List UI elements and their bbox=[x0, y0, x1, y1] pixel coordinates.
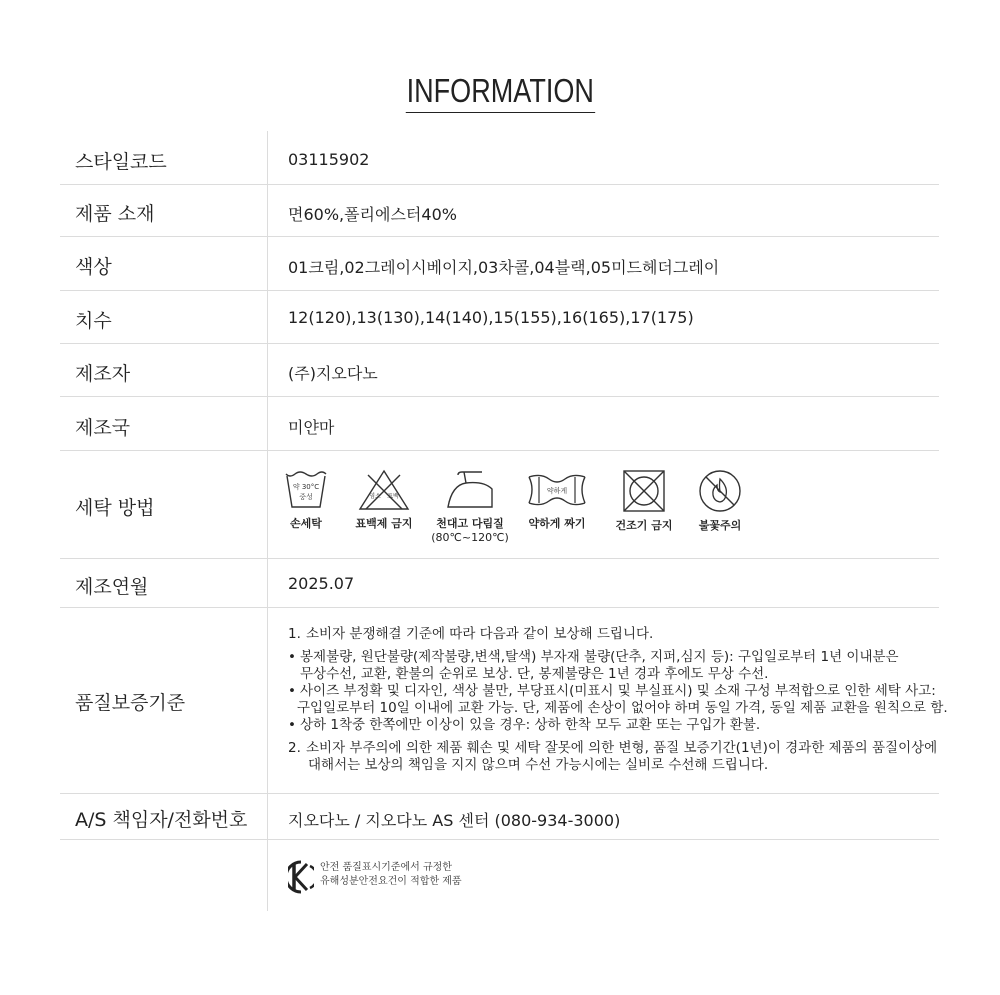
row-label: 제조연월 bbox=[75, 576, 149, 598]
kc-certification bbox=[288, 860, 462, 898]
kc-text bbox=[320, 861, 462, 889]
row-as bbox=[60, 794, 939, 840]
care-label: 불꽃주의 bbox=[698, 519, 742, 532]
bullet-line: 상하 1착중 한쪽에만 이상이 있을 경우: 상하 한착 모두 교환 또는 구입가 환불. bbox=[300, 717, 761, 733]
quality-item-1 bbox=[288, 626, 928, 643]
item-text: 소비자 분쟁해결 기준에 따라 다음과 같이 보상해 드립니다. bbox=[306, 626, 654, 642]
care-icons bbox=[272, 451, 932, 558]
bleach-bleach: 표백 bbox=[387, 493, 399, 500]
row-label: A/S 책임자/전화번호 bbox=[75, 809, 248, 831]
item-number: 2. bbox=[288, 740, 301, 756]
bleach-triangle-crossed-icon bbox=[358, 469, 410, 511]
care-label: 건조기 금지 bbox=[615, 519, 673, 532]
page-title: INFORMATION bbox=[405, 72, 594, 113]
care-item-hand-wash bbox=[278, 469, 334, 531]
row-kc bbox=[60, 840, 939, 910]
row-label: 제품 소재 bbox=[75, 203, 155, 225]
row-manufacturer bbox=[60, 344, 939, 397]
row-label: 제조국 bbox=[75, 417, 131, 439]
quality-bullet-3 bbox=[288, 717, 928, 734]
quality-item-2 bbox=[288, 740, 938, 774]
header bbox=[0, 72, 1000, 113]
bleach-chlorine: 염소 bbox=[369, 493, 381, 500]
row-label: 제조자 bbox=[75, 363, 131, 385]
bullet-line: 구입일로부터 10일 이내에 교환 가능. 단, 제품에 손상이 없어야 하며 동일 가격, 동일 제품 교환을 원칙으로 함. bbox=[297, 700, 948, 716]
row-label: 치수 bbox=[75, 310, 112, 332]
row-label: 색상 bbox=[75, 256, 112, 278]
care-item-fire bbox=[690, 469, 750, 533]
row-label: 스타일코드 bbox=[75, 151, 167, 173]
row-label: 품질보증기준 bbox=[75, 692, 186, 714]
row-value: 01크림,02그레이시베이지,03차콜,04블랙,05미드헤더그레이 bbox=[288, 258, 720, 277]
care-label: 천대고 다림질 bbox=[436, 517, 504, 530]
kc-line: 유해성분안전요건이 적합한 제품 bbox=[320, 876, 462, 887]
kc-mark-icon bbox=[288, 860, 314, 894]
row-country bbox=[60, 397, 939, 451]
bullet-line: 봉제불량, 원단불량(제작불량,변색,탈색) 부자재 불량(단추, 지퍼,심지 등): 구입일로부터 1년 이내분은 bbox=[300, 649, 899, 665]
care-label: 약하게 짜기 bbox=[528, 517, 586, 530]
row-value: 미얀마 bbox=[288, 418, 335, 437]
row-material bbox=[60, 185, 939, 237]
row-size bbox=[60, 291, 939, 344]
row-color bbox=[60, 237, 939, 291]
row-value: (주)지오다노 bbox=[288, 364, 378, 383]
tub-neutral: 중성 bbox=[299, 493, 313, 501]
item-text: 대해서는 보상의 책임을 지지 않으며 수선 가능시에는 실비로 수선해 드립니다. bbox=[308, 757, 769, 773]
tub-temp: 약 30°C bbox=[292, 483, 320, 491]
care-item-wring bbox=[522, 469, 592, 531]
row-quality bbox=[60, 608, 948, 794]
fire-caution-icon bbox=[698, 469, 742, 513]
care-item-no-bleach bbox=[346, 469, 422, 531]
item-number: 1. bbox=[288, 626, 301, 642]
bullet-line: 사이즈 부정확 및 디자인, 색상 불만, 부당표시(미표시 및 부실표시) 및 소재 구성 부적합으로 인한 세탁 사고: bbox=[300, 683, 936, 699]
row-style-code bbox=[60, 131, 939, 185]
row-value: 2025.07 bbox=[288, 574, 355, 593]
row-date bbox=[60, 559, 939, 608]
row-label: 세탁 방법 bbox=[75, 497, 155, 519]
care-item-iron bbox=[430, 469, 510, 545]
tumble-dry-crossed-icon bbox=[622, 469, 666, 513]
care-label: 표백제 금지 bbox=[355, 517, 413, 530]
care-label: 손세탁 bbox=[290, 517, 322, 530]
iron-icon bbox=[444, 469, 496, 511]
care-sublabel: (80℃~120℃) bbox=[431, 531, 509, 544]
wring-gently: 약하게 bbox=[546, 487, 568, 495]
bullet: • bbox=[288, 683, 296, 699]
quality-text bbox=[288, 626, 948, 780]
bullet-line: 무상수선, 교환, 환불의 순위로 보상. 단, 봉제불량은 1년 경과 후에도 무상 수선. bbox=[300, 666, 769, 682]
hand-wash-tub-icon bbox=[284, 469, 328, 511]
item-text: 소비자 부주의에 의한 제품 훼손 및 세탁 잘못에 의한 변형, 품질 보증기간(1년)이 경과한 제품의 품질이상에 bbox=[306, 740, 938, 756]
wring-gently-icon bbox=[527, 469, 587, 511]
row-value: 03115902 bbox=[288, 150, 370, 169]
bullet: • bbox=[288, 649, 296, 665]
care-item-no-dryer bbox=[608, 469, 680, 533]
kc-line: 안전 품질표시기준에서 규정한 bbox=[320, 862, 452, 873]
quality-bullet-2 bbox=[288, 683, 948, 717]
row-value: 12(120),13(130),14(140),15(155),16(165),17(175) bbox=[288, 308, 694, 327]
row-value: 지오다노 / 지오다노 AS 센터 (080-934-3000) bbox=[288, 811, 621, 830]
row-value: 면60%,폴리에스터40% bbox=[288, 205, 457, 224]
quality-bullet-1 bbox=[288, 649, 928, 683]
row-washing bbox=[60, 451, 939, 559]
bullet: • bbox=[288, 717, 296, 733]
